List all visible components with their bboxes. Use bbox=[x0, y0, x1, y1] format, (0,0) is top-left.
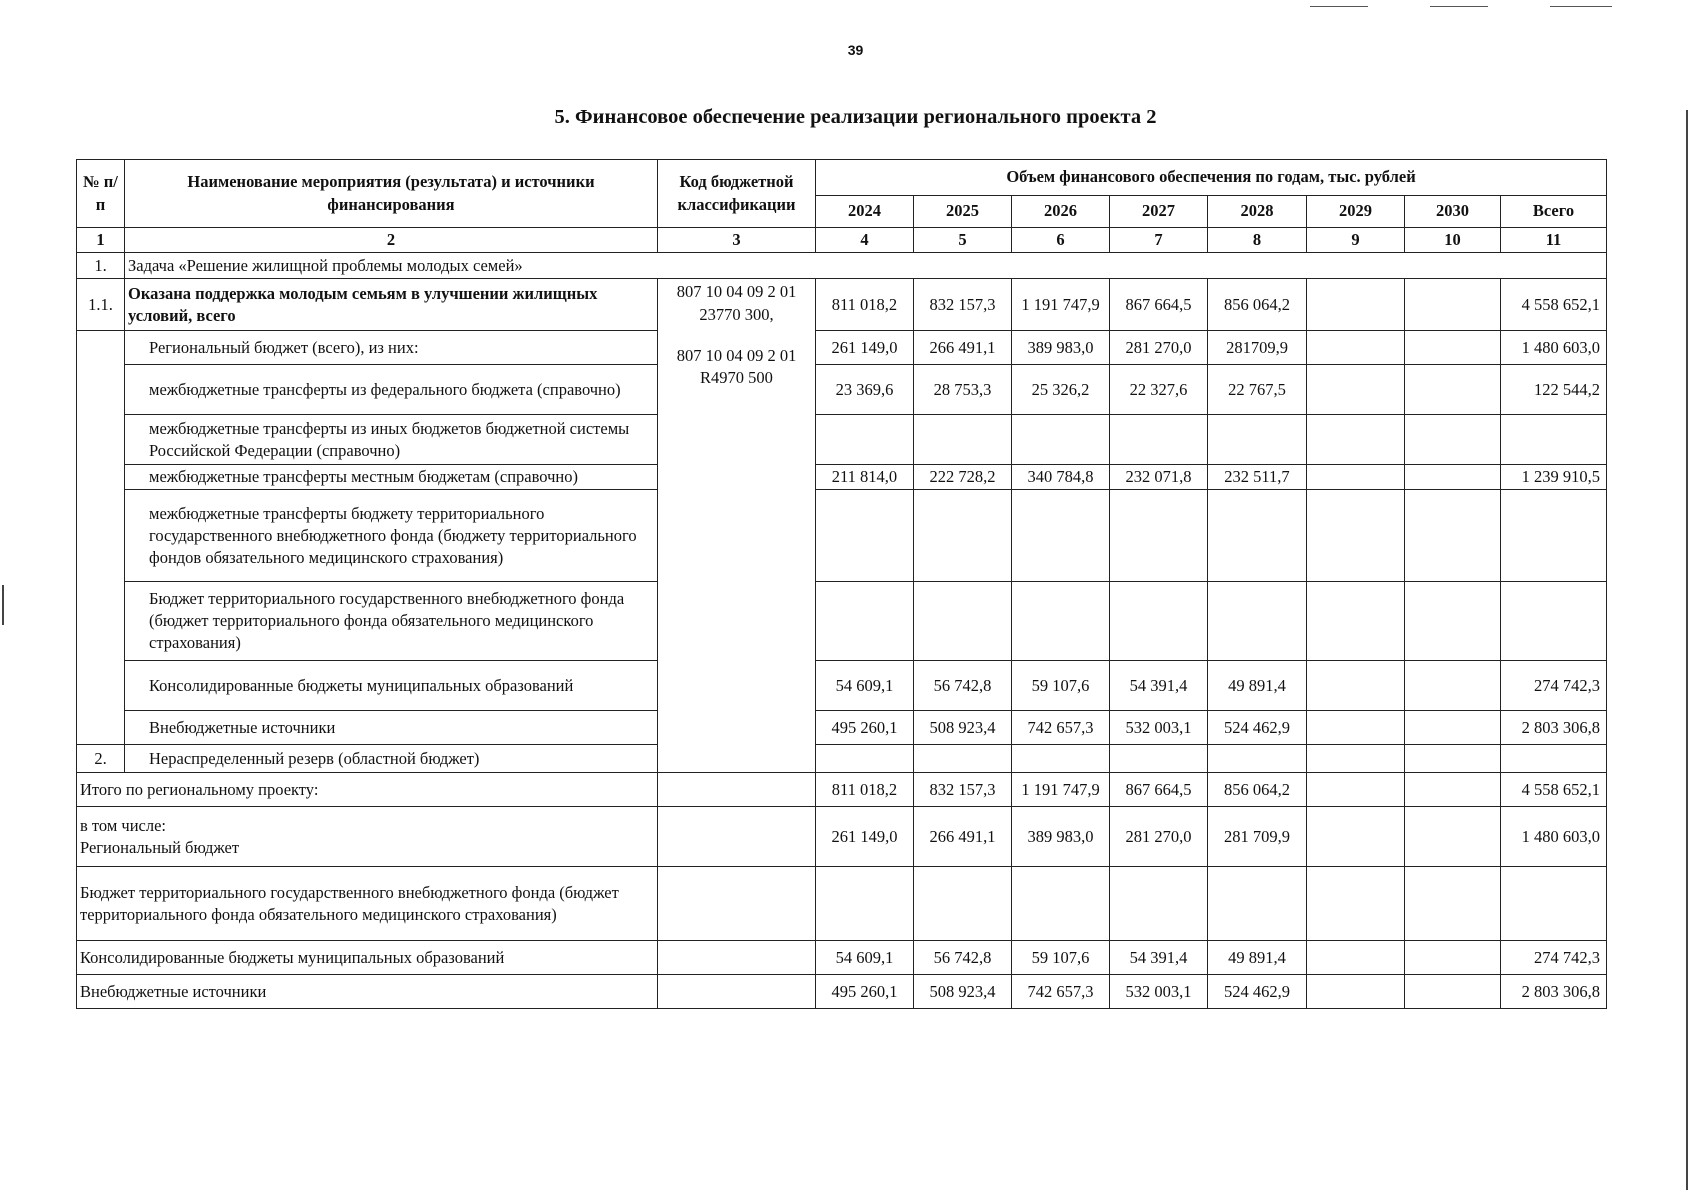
column-numbers-row bbox=[77, 228, 1607, 253]
col-number: 9 bbox=[1307, 228, 1405, 253]
value-cell bbox=[816, 582, 914, 661]
value-cell bbox=[1405, 331, 1501, 365]
row-name-line: в том числе: bbox=[80, 815, 167, 835]
col-number: 7 bbox=[1110, 228, 1208, 253]
scan-line bbox=[1430, 6, 1488, 7]
scan-line bbox=[1550, 6, 1612, 7]
value-cell bbox=[914, 415, 1012, 465]
row-name: Бюджет территориального государственного внебюджетного фонда (бюджет территориального фонда обязательного медицинского страхования) bbox=[77, 867, 658, 941]
row-num: 2. bbox=[77, 745, 125, 773]
value-cell bbox=[1405, 941, 1501, 975]
value-cell bbox=[816, 867, 914, 941]
value-cell: 1 191 747,9 bbox=[1012, 279, 1110, 331]
value-cell: 281 270,0 bbox=[1110, 807, 1208, 867]
value-cell bbox=[1110, 745, 1208, 773]
value-cell bbox=[1405, 490, 1501, 582]
col-number: 2 bbox=[125, 228, 658, 253]
value-cell: 508 923,4 bbox=[914, 711, 1012, 745]
value-cell bbox=[1307, 465, 1405, 490]
header-total: Всего bbox=[1501, 196, 1607, 228]
row-name: Бюджет территориального государственного внебюджетного фонда (бюджет территориального фонда обязательного медицинского страхования) bbox=[125, 582, 658, 661]
row-name: межбюджетные трансферты местным бюджетам (справочно) bbox=[125, 465, 658, 490]
value-cell bbox=[1307, 941, 1405, 975]
value-cell: 524 462,9 bbox=[1208, 975, 1307, 1009]
header-year: 2029 bbox=[1307, 196, 1405, 228]
value-cell: 22 767,5 bbox=[1208, 365, 1307, 415]
value-cell bbox=[816, 415, 914, 465]
table-row bbox=[77, 661, 1607, 711]
budget-code-line: R4970 500 bbox=[700, 368, 773, 388]
value-cell: 811 018,2 bbox=[816, 279, 914, 331]
header-year: 2030 bbox=[1405, 196, 1501, 228]
value-cell: 281709,9 bbox=[1208, 331, 1307, 365]
value-cell bbox=[1307, 331, 1405, 365]
table-row bbox=[77, 941, 1607, 975]
value-cell: 261 149,0 bbox=[816, 807, 914, 867]
col-number: 6 bbox=[1012, 228, 1110, 253]
value-cell: 211 814,0 bbox=[816, 465, 914, 490]
value-cell bbox=[1405, 773, 1501, 807]
value-cell: 495 260,1 bbox=[816, 975, 914, 1009]
row-name: Нераспределенный резерв (областной бюджет) bbox=[125, 745, 658, 773]
table-row bbox=[77, 582, 1607, 661]
value-cell bbox=[1307, 975, 1405, 1009]
col-number: 10 bbox=[1405, 228, 1501, 253]
value-cell: 532 003,1 bbox=[1110, 975, 1208, 1009]
value-cell: 389 983,0 bbox=[1012, 807, 1110, 867]
value-cell bbox=[1110, 867, 1208, 941]
header-year: 2028 bbox=[1208, 196, 1307, 228]
total-cell: 1 480 603,0 bbox=[1501, 807, 1607, 867]
total-row bbox=[77, 773, 1607, 807]
value-cell bbox=[1307, 807, 1405, 867]
row-name: Внебюджетные источники bbox=[125, 711, 658, 745]
row-name: межбюджетные трансферты из иных бюджетов бюджетной системы Российской Федерации (справочно) bbox=[125, 415, 658, 465]
budget-code bbox=[658, 279, 816, 773]
task-title: Задача «Решение жилищной проблемы молодых семей» bbox=[125, 253, 1607, 279]
page-number: 39 bbox=[847, 42, 864, 58]
value-cell: 266 491,1 bbox=[914, 331, 1012, 365]
total-cell: 2 803 306,8 bbox=[1501, 711, 1607, 745]
value-cell bbox=[1405, 365, 1501, 415]
page-title: 5. Финансовое обеспечение реализации регионального проекта 2 bbox=[554, 106, 1157, 128]
header-year: 2027 bbox=[1110, 196, 1208, 228]
scan-mark bbox=[1686, 110, 1688, 1190]
value-cell: 22 327,6 bbox=[1110, 365, 1208, 415]
value-cell: 54 609,1 bbox=[816, 941, 914, 975]
table-row bbox=[77, 365, 1607, 415]
value-cell bbox=[1307, 745, 1405, 773]
value-cell: 495 260,1 bbox=[816, 711, 914, 745]
total-cell: 274 742,3 bbox=[1501, 661, 1607, 711]
value-cell: 232 071,8 bbox=[1110, 465, 1208, 490]
financing-table bbox=[76, 159, 1607, 1009]
table-row bbox=[77, 807, 1607, 867]
table-row bbox=[77, 711, 1607, 745]
value-cell bbox=[914, 745, 1012, 773]
header-code: Код бюджетной классификации bbox=[658, 160, 816, 228]
value-cell bbox=[1307, 490, 1405, 582]
value-cell bbox=[914, 582, 1012, 661]
value-cell bbox=[1307, 365, 1405, 415]
code-blank bbox=[658, 807, 816, 867]
value-cell: 25 326,2 bbox=[1012, 365, 1110, 415]
header-year: 2026 bbox=[1012, 196, 1110, 228]
value-cell: 49 891,4 bbox=[1208, 661, 1307, 711]
value-cell: 54 391,4 bbox=[1110, 941, 1208, 975]
code-blank bbox=[658, 975, 816, 1009]
value-cell bbox=[1012, 745, 1110, 773]
header-volume: Объем финансового обеспечения по годам, тыс. рублей bbox=[816, 160, 1607, 196]
value-cell bbox=[1405, 867, 1501, 941]
value-cell: 54 391,4 bbox=[1110, 661, 1208, 711]
row-name: межбюджетные трансферты из федерального бюджета (справочно) bbox=[125, 365, 658, 415]
value-cell: 266 491,1 bbox=[914, 807, 1012, 867]
value-cell bbox=[1405, 661, 1501, 711]
value-cell bbox=[1208, 415, 1307, 465]
row-name: Консолидированные бюджеты муниципальных образований bbox=[125, 661, 658, 711]
table-row bbox=[77, 279, 1607, 331]
value-cell: 232 511,7 bbox=[1208, 465, 1307, 490]
total-cell bbox=[1501, 867, 1607, 941]
value-cell bbox=[1012, 582, 1110, 661]
total-cell bbox=[1501, 582, 1607, 661]
table-row bbox=[77, 490, 1607, 582]
code-blank bbox=[658, 941, 816, 975]
task-row bbox=[77, 253, 1607, 279]
table-row bbox=[77, 867, 1607, 941]
value-cell: 56 742,8 bbox=[914, 941, 1012, 975]
value-cell: 532 003,1 bbox=[1110, 711, 1208, 745]
table-row bbox=[77, 745, 1607, 773]
table-row bbox=[77, 415, 1607, 465]
value-cell: 59 107,6 bbox=[1012, 661, 1110, 711]
table-row bbox=[77, 975, 1607, 1009]
row-name bbox=[77, 807, 658, 867]
value-cell bbox=[1110, 415, 1208, 465]
value-cell: 389 983,0 bbox=[1012, 331, 1110, 365]
value-cell bbox=[1307, 415, 1405, 465]
value-cell: 867 664,5 bbox=[1110, 773, 1208, 807]
value-cell bbox=[1012, 415, 1110, 465]
value-cell bbox=[1405, 745, 1501, 773]
total-cell: 274 742,3 bbox=[1501, 941, 1607, 975]
code-blank bbox=[816, 745, 914, 773]
row-name-line: Региональный бюджет bbox=[80, 837, 240, 857]
row-num: 1.1. bbox=[77, 279, 125, 331]
value-cell: 856 064,2 bbox=[1208, 279, 1307, 331]
row-num-blank bbox=[77, 331, 125, 745]
row-num: 1. bbox=[77, 253, 125, 279]
value-cell: 56 742,8 bbox=[914, 661, 1012, 711]
total-cell: 2 803 306,8 bbox=[1501, 975, 1607, 1009]
total-cell bbox=[1501, 415, 1607, 465]
value-cell: 867 664,5 bbox=[1110, 279, 1208, 331]
total-cell: 1 480 603,0 bbox=[1501, 331, 1607, 365]
value-cell: 508 923,4 bbox=[914, 975, 1012, 1009]
col-number: 1 bbox=[77, 228, 125, 253]
value-cell bbox=[1307, 867, 1405, 941]
total-cell: 4 558 652,1 bbox=[1501, 279, 1607, 331]
value-cell: 281 709,9 bbox=[1208, 807, 1307, 867]
value-cell: 281 270,0 bbox=[1110, 331, 1208, 365]
header-name: Наименование мероприятия (результата) и источники финансирования bbox=[125, 160, 658, 228]
row-name: Консолидированные бюджеты муниципальных образований bbox=[77, 941, 658, 975]
value-cell: 832 157,3 bbox=[914, 773, 1012, 807]
value-cell: 222 728,2 bbox=[914, 465, 1012, 490]
value-cell bbox=[1405, 279, 1501, 331]
total-cell: 122 544,2 bbox=[1501, 365, 1607, 415]
value-cell bbox=[1307, 711, 1405, 745]
total-cell: 4 558 652,1 bbox=[1501, 773, 1607, 807]
value-cell bbox=[914, 867, 1012, 941]
value-cell: 856 064,2 bbox=[1208, 773, 1307, 807]
code-blank bbox=[658, 773, 816, 807]
value-cell bbox=[1405, 975, 1501, 1009]
code-blank bbox=[658, 867, 816, 941]
value-cell: 1 191 747,9 bbox=[1012, 773, 1110, 807]
value-cell: 59 107,6 bbox=[1012, 941, 1110, 975]
value-cell: 261 149,0 bbox=[816, 331, 914, 365]
col-number: 3 bbox=[658, 228, 816, 253]
value-cell bbox=[1208, 490, 1307, 582]
value-cell bbox=[1405, 415, 1501, 465]
value-cell bbox=[1208, 745, 1307, 773]
value-cell: 54 609,1 bbox=[816, 661, 914, 711]
value-cell: 742 657,3 bbox=[1012, 975, 1110, 1009]
value-cell bbox=[1405, 582, 1501, 661]
value-cell: 23 369,6 bbox=[816, 365, 914, 415]
value-cell: 832 157,3 bbox=[914, 279, 1012, 331]
value-cell: 49 891,4 bbox=[1208, 941, 1307, 975]
value-cell bbox=[1307, 279, 1405, 331]
value-cell bbox=[1405, 711, 1501, 745]
row-name: Региональный бюджет (всего), из них: bbox=[125, 331, 658, 365]
total-cell: 1 239 910,5 bbox=[1501, 465, 1607, 490]
col-number: 5 bbox=[914, 228, 1012, 253]
header-row bbox=[77, 160, 1607, 196]
col-number: 11 bbox=[1501, 228, 1607, 253]
value-cell bbox=[1012, 867, 1110, 941]
value-cell: 742 657,3 bbox=[1012, 711, 1110, 745]
scan-line bbox=[1310, 6, 1368, 7]
value-cell bbox=[816, 490, 914, 582]
value-cell: 340 784,8 bbox=[1012, 465, 1110, 490]
value-cell bbox=[1110, 582, 1208, 661]
row-name: Внебюджетные источники bbox=[77, 975, 658, 1009]
value-cell bbox=[1501, 745, 1607, 773]
budget-code-line: 23770 300, bbox=[699, 304, 774, 324]
value-cell bbox=[914, 490, 1012, 582]
budget-code-line: 807 10 04 09 2 01 bbox=[676, 345, 797, 365]
value-cell bbox=[1307, 661, 1405, 711]
value-cell bbox=[1110, 490, 1208, 582]
value-cell bbox=[1307, 582, 1405, 661]
col-number: 8 bbox=[1208, 228, 1307, 253]
value-cell bbox=[1307, 773, 1405, 807]
value-cell: 28 753,3 bbox=[914, 365, 1012, 415]
header-year: 2024 bbox=[816, 196, 914, 228]
value-cell bbox=[1405, 465, 1501, 490]
value-cell bbox=[1012, 490, 1110, 582]
value-cell: 524 462,9 bbox=[1208, 711, 1307, 745]
row-name: межбюджетные трансферты бюджету территориального государственного внебюджетного фонда (бюджету территориального фондов обязательного медицинского страхования) bbox=[125, 490, 658, 582]
value-cell bbox=[1208, 582, 1307, 661]
header-num: № п/п bbox=[77, 160, 125, 228]
col-number: 4 bbox=[816, 228, 914, 253]
table-row bbox=[77, 331, 1607, 365]
header-year: 2025 bbox=[914, 196, 1012, 228]
value-cell bbox=[1405, 807, 1501, 867]
total-cell bbox=[1501, 490, 1607, 582]
row-name: Итого по региональному проекту: bbox=[77, 773, 658, 807]
table-row bbox=[77, 465, 1607, 490]
budget-code-line: 807 10 04 09 2 01 bbox=[676, 282, 797, 302]
value-cell bbox=[1208, 867, 1307, 941]
scan-mark bbox=[2, 585, 4, 625]
value-cell: 811 018,2 bbox=[816, 773, 914, 807]
row-name: Оказана поддержка молодым семьям в улучшении жилищных условий, всего bbox=[125, 279, 658, 331]
